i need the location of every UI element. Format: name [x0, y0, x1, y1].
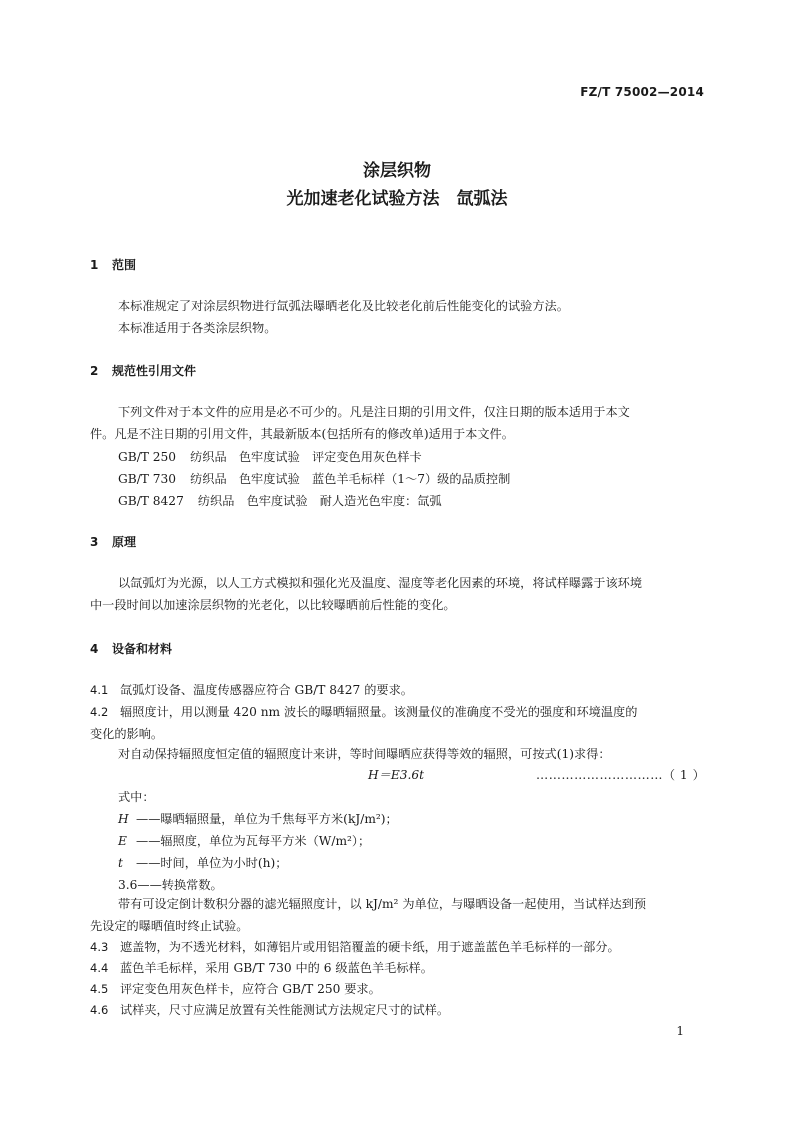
definition-item: [118, 854, 287, 871]
paragraph: 下列文件对于本文件的应用是必不可少的。凡是注日期的引用文件，仅注日期的版本适用于本文: [118, 405, 630, 419]
standard-code: FZ/T 75002—2014: [580, 85, 704, 99]
definition-text: ——时间，单位为小时(h)；: [136, 856, 288, 870]
paragraph: 对自动保持辐照度恒定值的辐照度计来讲，等时间曝晒应获得等效的辐照，可按式(1)求得：: [118, 747, 611, 761]
reference-item: [118, 492, 456, 509]
page-title-line1: 涂层织物: [363, 161, 431, 181]
section-3-heading: [90, 533, 136, 550]
definition-item: [118, 810, 398, 827]
clause-number: 4.5: [90, 982, 109, 996]
definition-item: [118, 876, 223, 893]
reference-text: 纺织品 色牢度试验 耐人造光色牢度：氙弧: [197, 494, 442, 508]
paragraph: 中一段时间以加速涂层织物的光老化，以比较曝晒前后性能的变化。: [90, 598, 456, 612]
symbol: t: [118, 856, 123, 870]
section-number: 3: [90, 535, 99, 549]
clause-number: 4.3: [90, 940, 109, 954]
definition-text: ——曝晒辐照量，单位为千焦每平方米(kJ/m²)；: [136, 812, 398, 826]
formula-number: …………………………（ 1 ）: [536, 768, 706, 782]
section-title: 规范性引用文件: [112, 364, 197, 378]
reference-item: [118, 470, 524, 487]
clause-text: 蓝色羊毛标样，采用 GB/T 730 中的 6 级蓝色羊毛标样。: [120, 961, 433, 975]
definition-item: [118, 832, 370, 849]
reference-code: GB/T 250: [118, 450, 177, 464]
clause-number: 4.2: [90, 705, 109, 719]
clause-text: 氙弧灯设备、温度传感器应符合 GB/T 8427 的要求。: [120, 683, 413, 697]
section-number: 1: [90, 258, 99, 272]
where-label: 式中：: [118, 790, 155, 804]
clause-4-6: [90, 1002, 449, 1018]
clause-4-2: [90, 704, 637, 720]
clause-number: 4.4: [90, 961, 109, 975]
clause-4-4: [90, 960, 433, 976]
reference-item: [118, 448, 436, 465]
paragraph: 先设定的曝晒值时终止试验。: [90, 919, 249, 933]
symbol: H: [118, 812, 129, 826]
clause-4-1: [90, 682, 413, 698]
clause-text: 遮盖物，为不透光材料，如薄铝片或用铝箔覆盖的硬卡纸，用于遮盖蓝色羊毛标样的一部分。: [120, 940, 620, 954]
section-2-heading: [90, 362, 196, 379]
paragraph: 以氙弧灯为光源，以人工方式模拟和强化光及温度、湿度等老化因素的环境，将试样曝露于该环境: [118, 576, 643, 590]
paragraph: 本标准规定了对涂层织物进行氙弧法曝晒老化及比较老化前后性能变化的试验方法。: [118, 299, 569, 313]
paragraph: 本标准适用于各类涂层织物。: [118, 321, 277, 335]
paragraph: 带有可设定倒计数积分器的滤光辐照度计，以 kJ/m² 为单位，与曝晒设备一起使用，当试样达到预: [118, 897, 647, 911]
reference-code: GB/T 730: [118, 472, 177, 486]
symbol: E: [118, 834, 127, 848]
page-title-line2: 光加速老化试验方法 氙弧法: [286, 189, 508, 209]
section-title: 设备和材料: [112, 642, 173, 656]
symbol: 3.6: [118, 878, 138, 892]
section-title: 原理: [112, 535, 137, 549]
clause-number: 4.6: [90, 1003, 109, 1017]
clause-number: 4.1: [90, 683, 109, 697]
page-number: 1: [676, 1024, 684, 1038]
clause-4-5: [90, 981, 381, 997]
reference-text: 纺织品 色牢度试验 评定变色用灰色样卡: [190, 450, 422, 464]
section-4-heading: [90, 640, 172, 657]
section-number: 4: [90, 642, 99, 656]
section-number: 2: [90, 364, 99, 378]
paragraph: 件。凡是不注日期的引用文件，其最新版本(包括所有的修改单)适用于本文件。: [90, 427, 514, 441]
formula: H＝E3.6t: [368, 768, 424, 782]
definition-text: ——转换常数。: [137, 878, 223, 892]
paragraph: 变化的影响。: [90, 727, 164, 741]
section-1-heading: [90, 256, 136, 273]
clause-4-3: [90, 939, 620, 955]
reference-text: 纺织品 色牢度试验 蓝色羊毛标样（1～7）级的品质控制: [190, 472, 511, 486]
clause-text: 辐照度计，用以测量 420 nm 波长的曝晒辐照量。该测量仪的准确度不受光的强度和环境温度的: [120, 705, 638, 719]
section-title: 范围: [112, 258, 137, 272]
clause-text: 评定变色用灰色样卡，应符合 GB/T 250 要求。: [120, 982, 381, 996]
clause-text: 试样夹，尺寸应满足放置有关性能测试方法规定尺寸的试样。: [120, 1003, 450, 1017]
definition-text: ——辐照度，单位为瓦每平方米（W/m²）；: [136, 834, 371, 848]
reference-code: GB/T 8427: [118, 494, 184, 508]
